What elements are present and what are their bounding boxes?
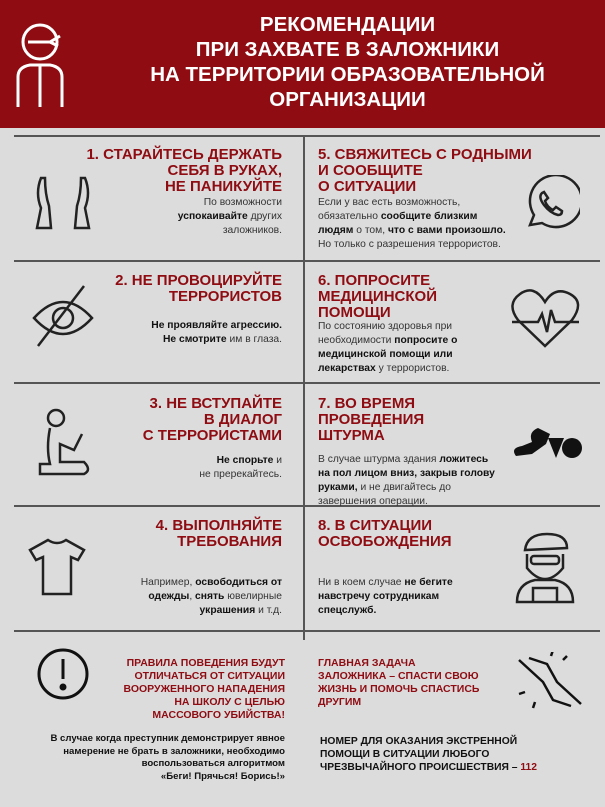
card-text [318,453,495,509]
soldier-icon [515,530,575,605]
emphasis-text: ложитесь [439,454,489,465]
body-text: По состоянию здоровья при [318,321,453,332]
card-5 [305,135,605,260]
card-2 [0,260,300,382]
body-text: не пререкайтесь. [199,469,282,480]
emphasis-text: освободиться от [195,577,282,588]
tshirt-icon [28,537,86,597]
card-text [318,320,457,376]
body-text: и не двигайтесь до [357,482,451,493]
emphasis-text: Не смотрите [162,334,227,345]
main-task-text: ГЛАВНАЯ ЗАДАЧА ЗАЛОЖНИКА – СПАСТИ СВОЮ ЖИЗНЬ И ПОМОЧЬ СПАСТИСЬ ДРУГИМ [318,657,480,708]
body-text: По возможности [203,197,282,208]
emphasis-text: снять [195,591,225,602]
card-title: 8. В СИТУАЦИИ ОСВОБОЖДЕНИЯ [318,517,452,550]
body-text: им в глаза. [226,334,282,345]
exclamation-icon [36,647,90,701]
card-3 [0,382,300,505]
card-text [151,319,282,347]
emphasis-text: руками, [318,482,358,493]
warning-text: ПРАВИЛА ПОВЕДЕНИЯ БУДУТ ОТЛИЧАТЬСЯ ОТ СИТУАЦИИ ВООРУЖЕННОГО НАПАДЕНИЯ НА ШКОЛУ С ЦЕЛЬЮ МАССОВОГО УБИЙСТВА! [123,657,285,721]
lying-person-icon [512,426,582,462]
card-7 [305,382,605,505]
emphasis-text: украшения [199,605,256,616]
body-text: В случае штурма здания [318,454,440,465]
emphasis-text: успокаивайте [177,211,248,222]
body-text: Например, [140,577,196,588]
emergency-text [320,735,537,774]
emergency-label: НОМЕР ДЛЯ ОКАЗАНИЯ ЭКСТРЕННОЙ ПОМОЩИ В СИТУАЦИИ ЛЮБОГО ЧРЕЗВЫЧАЙНОГО ПРОИСШЕСТВИЯ – [320,736,518,773]
body-text: заложников. [222,225,282,236]
emphasis-text: сообщите близким [380,211,478,222]
helping-hands-icon [515,652,585,712]
page-title: РЕКОМЕНДАЦИИ ПРИ ЗАХВАТЕ В ЗАЛОЖНИКИ НА ТЕРРИТОРИИ ОБРАЗОВАТЕЛЬНОЙ ОРГАНИЗАЦИИ [150,13,545,111]
card-1 [0,135,300,260]
hands-icon [33,173,93,235]
algorithm-text: В случае когда преступник демонстрирует явное намерение не брать в заложники, необходимо воспользоваться алгоритмом «Беги! Прячься! Борись!» [50,733,285,782]
body-text: обязательно [318,211,381,222]
divider [14,630,600,632]
body-text: , [189,591,196,602]
body-text: и [273,455,282,466]
phone-chat-icon [520,175,580,235]
header [0,0,605,128]
card-text [318,576,453,618]
card-title: 2. НЕ ПРОВОЦИРУЙТЕ ТЕРРОРИСТОВ [115,272,282,305]
body-text: о том, [353,225,388,236]
body-text: Ни в коем случае [318,577,405,588]
emergency-number: 112 [520,762,538,773]
card-text [318,196,506,252]
card-title: 7. ВО ВРЕМЯ ПРОВЕДЕНИЯ ШТУРМА [318,395,425,444]
body-text: других [247,211,282,222]
card-6 [305,260,605,382]
body-text: необходимости [318,335,395,346]
emphasis-text: не бегите [404,577,453,588]
emphasis-text: медицинской помощи или [318,349,453,360]
card-text [178,196,282,238]
body-text: Но только с разрешения террористов. [318,239,501,250]
card-4 [0,505,300,630]
emphasis-text: навстречу сотрудникам [318,591,440,602]
emphasis-text: попросите о [394,335,458,346]
card-title: 1. СТАРАЙТЕСЬ ДЕРЖАТЬ СЕБЯ В РУКАХ, НЕ ПАНИКУЙТЕ [86,146,282,195]
body-text: у террористов. [375,363,450,374]
card-8 [305,505,605,630]
emphasis-text: Не спорьте [216,455,274,466]
emphasis-text: лекарствах [318,363,376,374]
emphasis-text: людям [318,225,354,236]
card-title: 5. СВЯЖИТЕСЬ С РОДНЫМИ И СООБЩИТЕ О СИТУАЦИИ [318,146,532,195]
card-text [141,576,282,618]
card-text [199,454,282,482]
card-title: 3. НЕ ВСТУПАЙТЕ В ДИАЛОГ С ТЕРРОРИСТАМИ [142,395,282,444]
body-text: и т.д. [255,605,282,616]
eye-slash-icon [32,282,94,348]
body-text: ювелирные [224,591,282,602]
body-text: Если у вас есть возможность, [318,197,461,208]
emphasis-text: спецслужб. [318,605,377,616]
kneeling-person-icon [38,408,93,482]
hostage-icon [10,12,80,112]
body-text: завершения операции. [318,496,428,507]
emphasis-text: одежды [148,591,190,602]
emphasis-text: Не проявляйте агрессию. [151,320,282,331]
card-title: 6. ПОПРОСИТЕ МЕДИЦИНСКОЙ ПОМОЩИ [318,272,437,321]
emphasis-text: что с вами произошло. [387,225,506,236]
emphasis-text: на пол лицом вниз, закрыв голову [318,468,495,479]
card-title: 4. ВЫПОЛНЯЙТЕ ТРЕБОВАНИЯ [155,517,282,550]
heart-pulse-icon [510,288,580,350]
